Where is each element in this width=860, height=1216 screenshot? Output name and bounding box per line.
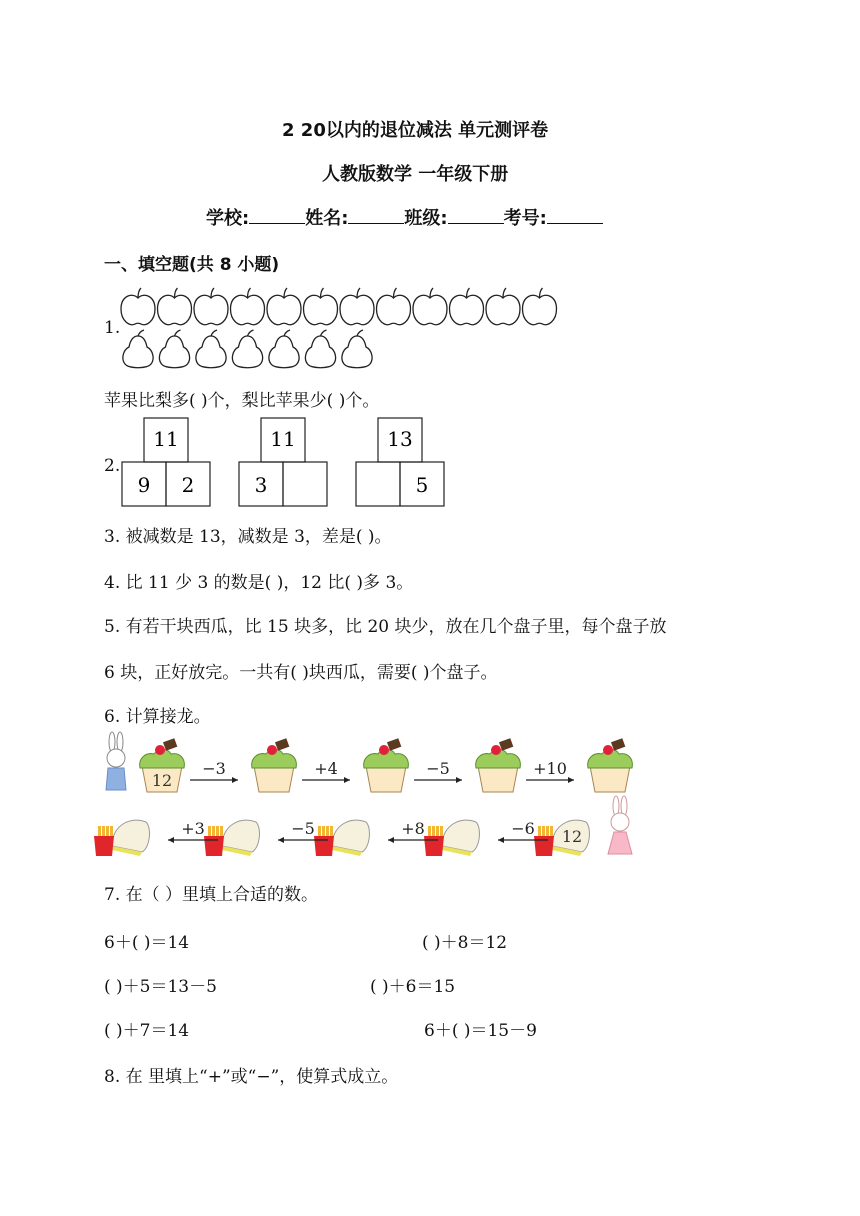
chain-operation: +10 xyxy=(533,759,567,778)
q7-eq3: ( )＋5＝13－5 xyxy=(104,977,217,997)
pear-icon xyxy=(123,330,153,368)
apple-icon xyxy=(194,288,228,325)
pear-icon xyxy=(269,330,299,368)
q7-eq6: 6＋( )＝15－9 xyxy=(424,1021,537,1041)
page-subtitle: 人教版数学 一年级下册 xyxy=(322,164,509,185)
chain-operation: −5 xyxy=(291,819,315,838)
apple-icon xyxy=(158,288,192,325)
apple-icon xyxy=(413,288,447,325)
q7-eq4: ( )＋6＝15 xyxy=(370,977,456,997)
apple-icon xyxy=(486,288,520,325)
q5-line2: 6 块，正好放完。一共有( )块西瓜，需要( )个盘子。 xyxy=(104,663,498,683)
fries-sandwich-icon xyxy=(204,820,259,856)
apple-icon xyxy=(377,288,411,325)
fries-sandwich-icon xyxy=(94,820,149,856)
cupcake-icon xyxy=(476,738,521,792)
right-value: 5 xyxy=(415,473,429,497)
class-field[interactable] xyxy=(448,207,504,224)
q3-text: 3. 被减数是 13，减数是 3，差是( )。 xyxy=(104,527,392,547)
chain-operation: +8 xyxy=(401,819,425,838)
bunny-girl-icon xyxy=(608,796,632,854)
school-field[interactable] xyxy=(249,207,305,224)
chain-operation: −6 xyxy=(511,819,535,838)
page-title: 2 20以内的退位减法 单元测评卷 xyxy=(282,120,549,141)
apple-icon xyxy=(231,288,265,325)
q1-number: 1. xyxy=(104,318,121,338)
calculation-chain xyxy=(98,732,658,872)
cupcake-icon xyxy=(588,738,633,792)
number-box xyxy=(356,418,444,506)
chain-arrow xyxy=(302,759,350,783)
apple-icon xyxy=(267,288,301,325)
chain-operation: +4 xyxy=(314,759,338,778)
chain-arrow xyxy=(414,759,462,783)
name-label: 姓名: xyxy=(305,208,349,229)
apple-icon xyxy=(450,288,484,325)
q7-eq2: ( )＋8＝12 xyxy=(422,933,508,953)
fries-sandwich-icon xyxy=(314,820,369,856)
pear-icon xyxy=(159,330,189,368)
apple-icon xyxy=(523,288,557,325)
fries-sandwich-icon xyxy=(424,820,479,856)
student-info-row xyxy=(206,204,603,230)
cupcake-icon xyxy=(364,738,409,792)
cupcake-icon xyxy=(252,738,297,792)
pear-icon xyxy=(305,330,335,368)
chain-start-value: 12 xyxy=(561,827,583,846)
chain-operation: −5 xyxy=(426,759,450,778)
class-label: 班级: xyxy=(404,208,448,229)
q8-text: 8. 在 里填上“+”或“−”，使算式成立。 xyxy=(104,1067,399,1087)
chain-arrow xyxy=(526,759,574,783)
right-value: 2 xyxy=(181,473,195,497)
left-value: 3 xyxy=(254,473,268,497)
chain-operation: −3 xyxy=(202,759,226,778)
top-value: 11 xyxy=(270,427,296,451)
q7-eq1: 6＋( )＝14 xyxy=(104,933,190,953)
exam-no-label: 考号: xyxy=(503,208,547,229)
name-field[interactable] xyxy=(348,207,404,224)
number-box xyxy=(122,418,210,506)
apple-icon xyxy=(340,288,374,325)
q6-text: 6. 计算接龙。 xyxy=(104,707,211,727)
left-value: 9 xyxy=(137,473,151,497)
top-value: 13 xyxy=(387,427,413,451)
q4-text: 4. 比 11 少 3 的数是( )，12 比( )多 3。 xyxy=(104,573,414,593)
top-value: 11 xyxy=(153,427,179,451)
fruit-illustration xyxy=(120,284,570,372)
pear-icon xyxy=(232,330,262,368)
exam-no-field[interactable] xyxy=(547,207,603,224)
q1-text: 苹果比梨多( )个，梨比苹果少( )个。 xyxy=(104,391,380,411)
apple-icon xyxy=(121,288,155,325)
fries-sandwich-icon xyxy=(534,820,589,856)
pear-icon xyxy=(196,330,226,368)
cupcake-icon xyxy=(140,738,185,792)
section-title: 一、填空题(共 8 小题) xyxy=(104,255,280,275)
chain-start-value: 12 xyxy=(151,771,173,790)
number-box xyxy=(239,418,327,506)
q7-eq5: ( )＋7＝14 xyxy=(104,1021,190,1041)
bunny-icon xyxy=(106,732,126,790)
q7-text: 7. 在（ ）里填上合适的数。 xyxy=(104,885,319,905)
apple-icon xyxy=(304,288,338,325)
chain-operation: +3 xyxy=(181,819,205,838)
q5-line1: 5. 有若干块西瓜，比 15 块多，比 20 块少，放在几个盘子里，每个盘子放 xyxy=(104,617,667,637)
pear-icon xyxy=(342,330,372,368)
number-box-diagrams xyxy=(120,418,450,510)
q2-number: 2. xyxy=(104,456,121,476)
chain-arrow xyxy=(190,759,238,783)
school-label: 学校: xyxy=(206,208,250,229)
